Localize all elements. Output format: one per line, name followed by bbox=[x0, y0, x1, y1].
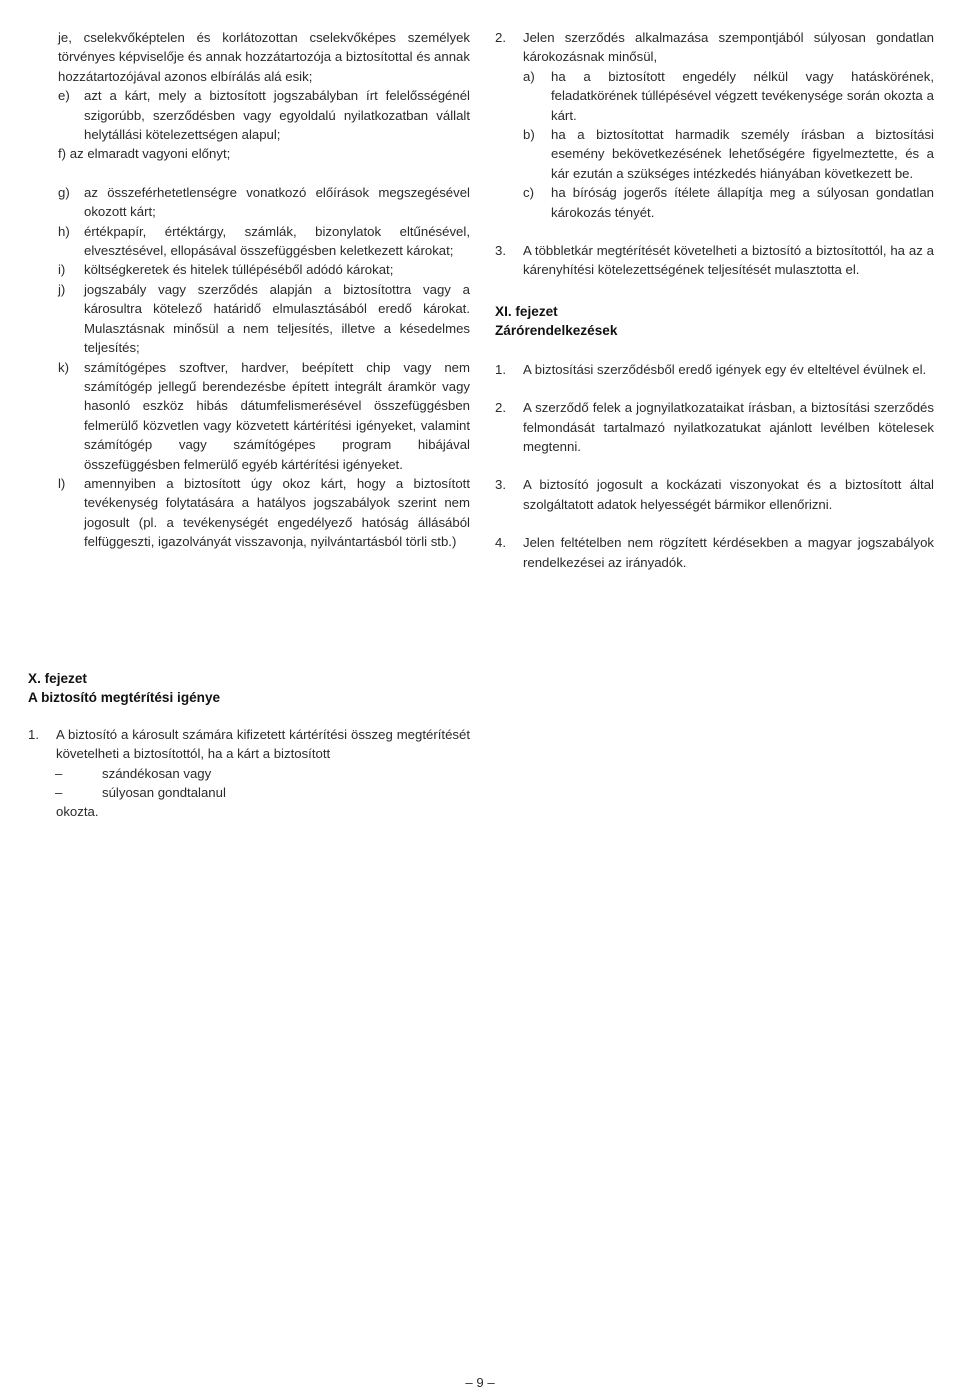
list-text: A biztosítási szerződésből eredő igények egy év elteltével évülnek el. bbox=[523, 361, 927, 377]
list-label: l) bbox=[58, 475, 66, 491]
chapter-xi-item-4 bbox=[495, 533, 934, 572]
dash-label: – bbox=[55, 765, 63, 781]
list-text: Jelen feltételben nem rögzített kérdésekben a magyar jogszabályok rendelkezései az irányadók. bbox=[523, 535, 934, 570]
list-label: h) bbox=[58, 223, 70, 239]
list-item-k bbox=[58, 358, 470, 474]
dash-item bbox=[28, 783, 470, 802]
list-text: azt a kárt, mely a biztosított jogszabályban írt felelősségénél szigorúbb, szerződésben vagy egyoldalú nyilatkozatban vállalt helytállási kötelezettségen alapul; bbox=[84, 88, 470, 143]
chapter-xi-item-3 bbox=[495, 475, 934, 514]
chapter-heading: X. fejezet bbox=[28, 671, 87, 686]
list-label: f) bbox=[58, 146, 67, 162]
chapter-x-section bbox=[28, 669, 470, 822]
list-text: A szerződő felek a jognyilatkozataikat írásban, a biztosítási szerződés felmondását tartalmazó nyilatkozatukat ajánlott levélben kötelesek megtenni. bbox=[523, 400, 934, 454]
list-text: az összeférhetetlenségre vonatkozó előírások megszegésével okozott kárt; bbox=[84, 184, 470, 220]
list-label: 1. bbox=[495, 361, 506, 377]
list-text: ha bíróság jogerős ítélete állapítja meg a súlyosan gondatlan károkozás tényét. bbox=[551, 185, 934, 220]
list-item-g bbox=[58, 183, 470, 222]
chapter-title: Zárórendelkezések bbox=[495, 323, 618, 339]
list-item-e bbox=[58, 86, 470, 144]
list-text: értékpapír, értéktárgy, számlák, bizonylatok eltűnésével, elvesztésével, ellopásával összefüggésben keletkezett károkat; bbox=[84, 223, 470, 259]
chapter-heading: XI. fejezet bbox=[495, 303, 558, 319]
list-text: A biztosító a károsult számára kifizetett kártérítési összeg megtérítését követelheti a biztosítottól, ha a kárt a biztosított bbox=[56, 726, 470, 762]
list-label: 2. bbox=[495, 30, 506, 45]
intro-paragraph: je, cselekvőképtelen és korlátozottan cselekvőképes személyek törvényes képviselője és annak hozzátartozója a biztosítottal és annak hozzátartozójával azonos elbírálás alá esik; bbox=[58, 30, 470, 84]
list-text: ha a biztosított engedély nélkül vagy hatáskörének, feladatkörének túllépésével végzett tevékenysége során okozta a kárt. bbox=[551, 68, 934, 123]
dash-text: szándékosan vagy bbox=[102, 765, 212, 781]
dash-label: – bbox=[55, 785, 63, 801]
right-item-2 bbox=[495, 28, 934, 67]
list-item-l bbox=[58, 474, 470, 552]
list-label: 2. bbox=[495, 400, 506, 416]
chapter-xi-item-1 bbox=[495, 360, 934, 379]
list-item-j bbox=[58, 280, 470, 358]
list-label: b) bbox=[523, 127, 535, 143]
list-text: A biztosító jogosult a kockázati viszonyokat és a biztosított által szolgáltatott adatok helyességét bármikor ellenőrizni. bbox=[523, 477, 934, 512]
list-label: j) bbox=[58, 281, 66, 297]
list-text: jogszabály vagy szerződés alapján a biztosítottra vagy a károsultra kötelező határidő elmulasztásából eredő károkat. Mulasztásnak minősül a nem teljesítés, illetve a késedelmes teljesítés; bbox=[84, 281, 470, 356]
list-label: e) bbox=[58, 88, 70, 104]
list-label: 3. bbox=[495, 477, 506, 493]
list-label: c) bbox=[523, 185, 534, 201]
left-column bbox=[58, 28, 470, 552]
list-label: 4. bbox=[495, 535, 506, 551]
right-item-3 bbox=[495, 241, 934, 280]
right-subitem-a bbox=[495, 67, 934, 125]
closing-text: okozta. bbox=[56, 804, 99, 820]
dash-text: súlyosan gondtalanul bbox=[102, 785, 226, 801]
chapter-x-item-1 bbox=[28, 725, 470, 764]
chapter-xi-item-2 bbox=[495, 398, 934, 456]
list-text: számítógépes szoftver, hardver, beépített chip vagy nem számítógép jellegű berendezésbe épített integrált áramkör vagy hasonló eszköz hibás dátumfelismerésével összefüggésben felmerülő közvetlen vagy közvetett kártérítési igényeket, valamint számítógép vagy számítógépes program hibájával összefüggésben felmerülő egyéb kártérítési igényeket. bbox=[84, 359, 470, 472]
right-subitem-c bbox=[495, 183, 934, 222]
list-text: amennyiben a biztosított úgy okoz kárt, hogy a biztosított tevékenység folytatására a hatályos jogszabályok szerint nem jogosult (pl. a tevékenységét engedélyező hatóság állásából felfüggeszti, igazolványát visszavonja, nyilvántartásból törli stb.) bbox=[84, 475, 470, 550]
right-subitem-b bbox=[495, 125, 934, 183]
right-column bbox=[495, 28, 934, 572]
chapter-title: A biztosító megtérítési igénye bbox=[28, 690, 221, 706]
list-label: i) bbox=[58, 262, 66, 278]
list-text: költségkeretek és hitelek túllépéséből adódó károkat; bbox=[84, 262, 394, 278]
list-text: Jelen szerződés alkalmazása szempontjából súlyosan gondatlan károkozásnak minősül, bbox=[523, 30, 934, 65]
list-text: az elmaradt vagyoni előnyt; bbox=[69, 146, 231, 162]
list-label: g) bbox=[58, 184, 70, 200]
list-label: k) bbox=[58, 359, 69, 375]
list-item-h bbox=[58, 222, 470, 261]
list-text: A többletkár megtérítését követelheti a biztosító a biztosítottól, ha az a kárenyhítési kötelezettségének teljesítését mulasztotta el. bbox=[523, 243, 934, 278]
list-label: a) bbox=[523, 68, 535, 84]
page-number: – 9 – bbox=[465, 1375, 495, 1390]
list-label: 3. bbox=[495, 243, 506, 259]
list-label: 1. bbox=[28, 726, 39, 742]
dash-item bbox=[28, 764, 470, 783]
list-item-i bbox=[58, 260, 470, 279]
list-item-f bbox=[58, 144, 470, 163]
list-text: ha a biztosítottat harmadik személy írásban a biztosítási esemény bekövetkezésének lehetőségére figyelmeztette, és a kár ezután a szükséges intézkedés hiányában következett be. bbox=[551, 127, 934, 181]
